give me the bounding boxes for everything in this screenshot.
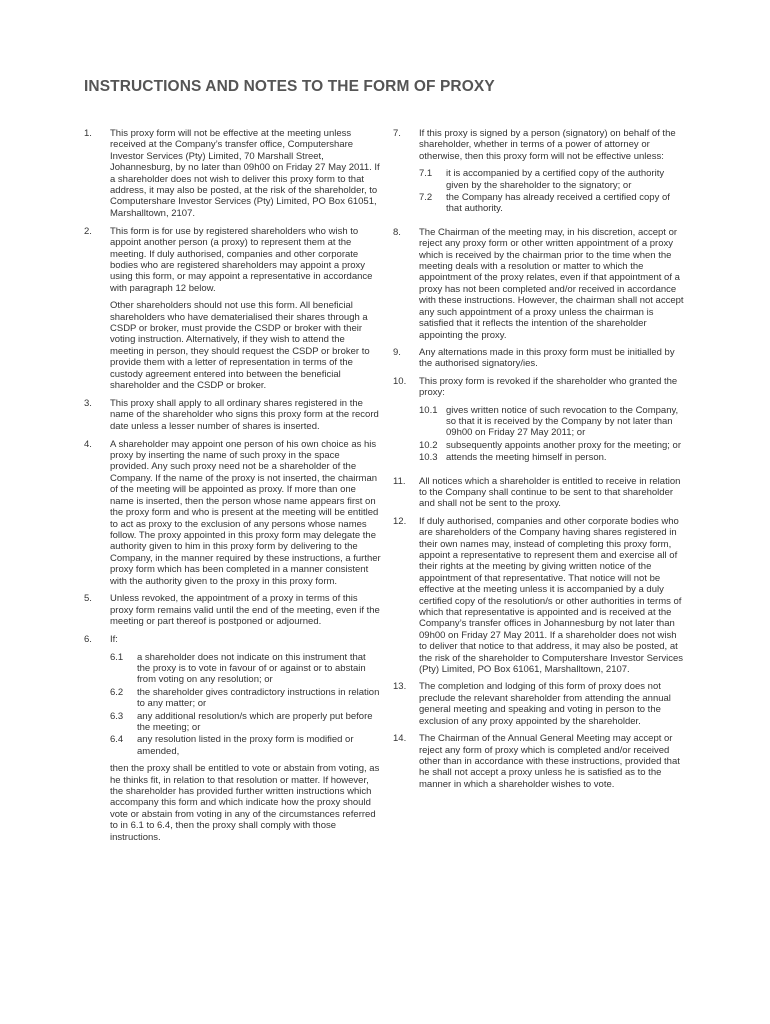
sub-item-number: 7.2 [419,192,433,204]
item-body [110,634,381,843]
left-column [84,128,381,850]
item-number: 8. [393,226,401,238]
numbered-item [84,226,381,392]
item-body [419,227,687,341]
sub-item [419,168,687,191]
sub-item-number: 6.2 [110,686,124,698]
numbered-item [393,681,687,727]
sub-item-number: 10.2 [419,439,438,451]
sub-items [419,168,687,215]
item-body [419,681,687,727]
item-paragraph: If this proxy is signed by a person (signatory) on behalf of the shareholder, whether in terms of a power of attorney or otherwise, then this proxy form will not be effective unless: [419,128,676,162]
sub-item-text: gives written notice of such revocation to the Company, so that it is received by the Company by not later than 09h00 on Friday 27 May 2011; or [446,404,679,439]
numbered-item [393,516,687,676]
item-number: 1. [84,128,92,139]
sub-item [110,652,381,686]
sub-item [110,687,381,710]
item-paragraph: Other shareholders should not use this form. All beneficial shareholders who have dematerialised their shares through a CSDP or broker, must provide the CSDP or broker with their voting instruction. Alternatively, if they wish to attend the meeting in person, they should request the CSDP or broker to provide them with a letter of representation in terms of the custody agreement entered into between the beneficial shareholder and the CSDP or broker. [110,300,370,392]
item-body [419,476,687,510]
item-number: 11. [393,475,406,487]
item-paragraph: If duly authorised, companies and other corporate bodies who are shareholders of the Company having shares registered in their own names may, instead of completing this proxy form, appoint a representative to represent them and exercise all of their rights at the meeting by giving written notice of the appointment of that representative. That notice will not be effective at the meeting unless it is accompanied by a duly certified copy of the resolution/s or other authorities in terms of which that representative is appointed and is received at the Company’s transfer offices in Johannesburg by not later than 09h00 on Friday 27 May 2011. If a shareholder does not wish to deliver that notice to that address, it may also be posted, at the risk of the shareholder to Computershare Investor Services (Pty) Limited, PO Box 61061, Marshalltown, 2107. [419,515,684,676]
sub-items [419,405,687,464]
item-paragraph: The Chairman of the meeting may, in his discretion, accept or reject any proxy form or other written appointment of a proxy which is received by the chairman prior to the time when the meeting deals with a resolution or matter to which the appointment of the proxy relates, even if that appointment of a proxy has not been completed and/or received in accordance with these instructions. However, the chairman shall not accept any such appointment of a proxy unless the chairman is satisfied that it reflects the intention of the shareholder appointing the proxy. [419,226,684,341]
item-paragraph: All notices which a shareholder is entitled to receive in relation to the Company shall continue to be sent to that shareholder and shall not be sent to the proxy. [419,475,681,510]
sub-items [110,652,381,758]
item-number: 6. [84,634,92,646]
numbered-item [84,634,381,843]
numbered-item [393,347,687,370]
sub-item [110,711,381,734]
item-body [419,733,687,790]
numbered-item [393,128,687,221]
item-body [419,128,687,221]
sub-item-text: any resolution listed in the proxy form is modified or amended, [137,734,354,757]
item-number: 7. [393,128,401,139]
item-paragraph: Unless revoked, the appointment of a proxy in terms of this proxy form remains valid until the end of the meeting, even if the meeting or part thereof is postponed or adjourned. [110,593,380,628]
sub-item-number: 7.1 [419,168,433,180]
sub-item-number: 6.4 [110,734,124,746]
sub-item [110,734,381,757]
item-number: 5. [84,593,92,605]
sub-item-text: a shareholder does not indicate on this instrument that the proxy is to vote in favour of or against or to abstain from voting on any resolution; or [137,651,366,686]
item-body [419,376,687,470]
sub-item-number: 6.1 [110,651,124,663]
item-body [110,398,381,432]
item-number: 4. [84,438,92,450]
item-paragraph: If: [110,634,118,646]
item-number: 12. [393,515,407,527]
item-body [110,439,381,587]
numbered-item [84,128,381,219]
numbered-item [393,227,687,341]
sub-item-number: 10.3 [419,452,438,464]
numbered-item [84,439,381,587]
numbered-item [84,593,381,627]
item-paragraph: This proxy shall apply to all ordinary shares registered in the name of the shareholder who signs this proxy form at the record date unless a lesser number of shares is inserted. [110,397,379,432]
item-number: 9. [393,346,401,358]
item-body [110,593,381,627]
numbered-item [393,733,687,790]
sub-item-text: the Company has already received a certified copy of that authority. [446,192,670,215]
sub-item [419,405,687,439]
sub-item-text: the shareholder gives contradictory instructions in relation to any matter; or [137,686,380,710]
sub-item-text: it is accompanied by a certified copy of the authority given by the shareholder to the signatory; or [446,168,665,191]
sub-item-text: subsequently appoints another proxy for the meeting; or [446,439,682,451]
item-body [419,516,687,676]
item-number: 3. [84,397,92,409]
numbered-item [84,398,381,432]
item-paragraph: then the proxy shall be entitled to vote or abstain from voting, as he thinks fit, in relation to that resolution or matter. If however, the shareholder has provided further written instructions which accompany this form and which indicate how the proxy should vote or abstain from voting in any of the circumstances referred to in 6.1 to 6.4, then the proxy shall comply with those instructions. [110,763,380,843]
item-body [110,226,381,392]
sub-item-number: 10.1 [419,404,438,416]
sub-item-text: any additional resolution/s which are properly put before the meeting; or [137,710,373,733]
item-paragraph: This proxy form is revoked if the shareholder who granted the proxy: [419,375,678,399]
numbered-item [393,476,687,510]
item-body [110,128,381,219]
item-paragraph: This proxy form will not be effective at the meeting unless received at the Company’s transfer office, Computershare Investor Services (Pty) Limited, 70 Marshall Street, Johannesburg, by no later than 09h00 on Friday 27 May 2011. If a shareholder does not wish to deliver this proxy form to that address, it may also be posted, at the risk of the shareholder, to Computershare Investor Services (Pty) Limited, PO Box 61051, Marshalltown, 2107. [110,128,380,219]
item-body [419,347,687,370]
sub-item [419,192,687,215]
right-column [393,128,687,796]
item-number: 13. [393,681,407,693]
sub-item-number: 6.3 [110,710,124,722]
sub-item [419,440,687,451]
item-paragraph: Any alternations made in this proxy form must be initialled by the authorised signatory/ies. [419,346,675,370]
item-paragraph: This form is for use by registered shareholders who wish to appoint another person (a proxy) to represent them at the meeting. If duly authorised, companies and other corporate bodies who are registered shareholders may appoint a proxy using this form, or may appoint a representative in accordance with paragraph 12 below. [110,225,373,294]
item-paragraph: A shareholder may appoint one person of his own choice as his proxy by inserting the name of such proxy in the space provided. Any such proxy need not be a shareholder of the Company. If the name of the proxy is not inserted, the chairman of the meeting will be appointed as proxy. If more than one name is inserted, then the person whose name appears first on the proxy form and who is present at the meeting will be entitled to act as proxy to the exclusion of any persons whose names follow. The proxy appointed in this proxy form may delegate the authority given to him in this proxy form by delivering to the Company, in the manner required by these instructions, a further proxy form which has been completed in a manner consistent with the authority given to the proxy in this proxy form. [110,438,381,587]
item-number: 10. [393,375,407,387]
numbered-item [393,376,687,470]
item-paragraph: The completion and lodging of this form of proxy does not preclude the relevant shareholder from attending the annual general meeting and speaking and voting in person to the exclusion of any proxy appointed by the shareholder. [419,681,671,727]
item-number: 14. [393,733,407,745]
page-title: INSTRUCTIONS AND NOTES TO THE FORM OF PROXY [84,78,495,95]
sub-item [419,452,687,463]
item-paragraph: The Chairman of the Annual General Meeting may accept or reject any form of proxy which is completed and/or received other than in accordance with these instructions, provided that he shall not accept a proxy unless he is satisfied as to the manner in which a shareholder wishes to vote. [419,733,680,790]
sub-item-text: attends the meeting himself in person. [446,452,607,464]
item-number: 2. [84,225,92,237]
